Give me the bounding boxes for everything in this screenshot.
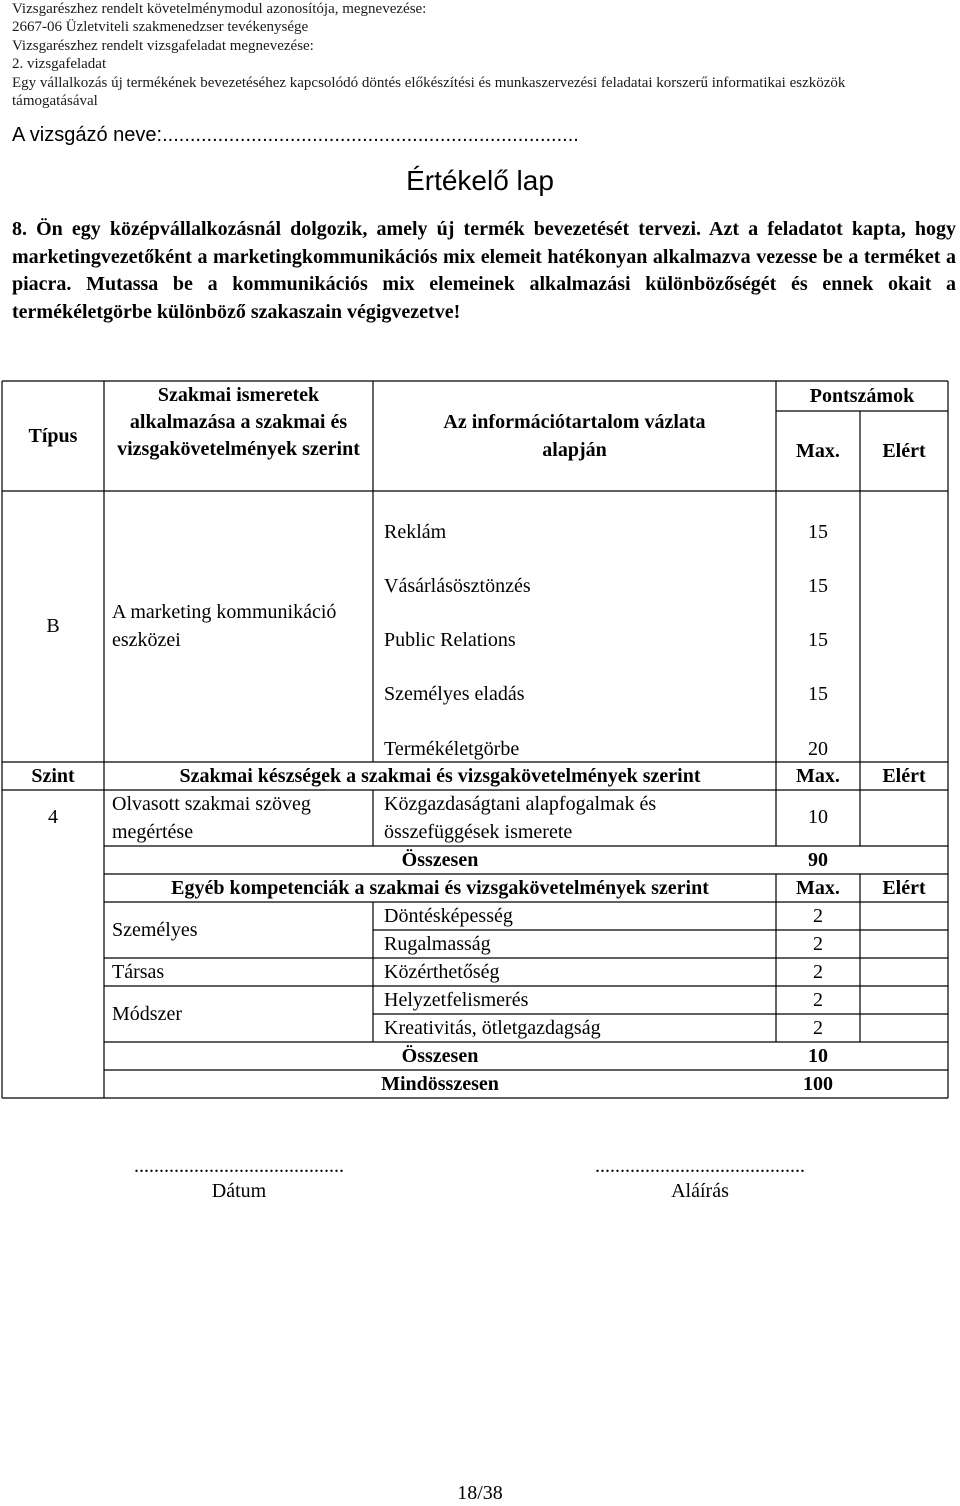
col-header-max: Max. — [796, 440, 840, 462]
competence-item: Döntésképesség — [384, 905, 513, 927]
document-header — [12, 0, 952, 110]
knowledge-item-label: Public Relations — [384, 629, 516, 651]
knowledge-item-label: Személyes eladás — [384, 683, 525, 705]
competence-max: 2 — [813, 905, 823, 927]
skill-level: 4 — [48, 806, 58, 828]
col-header-knowledge: Szakmai ismeretek alkalmazása a szakmai és vizsgakövetelmények szerint — [117, 384, 360, 460]
skills-achieved-header: Elért — [882, 765, 926, 787]
header-line-2: 2667-06 Üzletviteli szakmenedzser tevékenysége — [12, 19, 309, 36]
header-line-1: Vizsgarészhez rendelt követelménymodul azonosítója, megnevezése: — [12, 1, 427, 17]
competence-item: Kreativitás, ötletgazdagság — [384, 1017, 601, 1039]
skills-header: Szakmai készségek a szakmai és vizsgakövetelmények szerint — [179, 765, 701, 787]
grand-total-label: Mindösszesen — [381, 1073, 499, 1095]
competence-group: Társas — [112, 961, 165, 983]
header-line-5: Egy vállalkozás új termékének bevezetéséhez kapcsolódó döntés előkészítési és munkaszervezési feladatai korszerű informatikai eszközök — [12, 74, 846, 91]
date-line: .......................................... — [134, 1155, 344, 1177]
competence-max: 2 — [813, 1017, 823, 1039]
knowledge-item-label: Vásárlásösztönzés — [384, 575, 531, 597]
col-header-type: Típus — [28, 425, 78, 447]
knowledge-topic: A marketing kommunikáció eszközei — [112, 601, 337, 651]
competence-max: 2 — [813, 989, 823, 1011]
competences-max-header: Max. — [796, 877, 840, 899]
subtotal-label: Összesen — [401, 1045, 479, 1067]
subtotal-value: 90 — [808, 849, 828, 871]
competence-item: Rugalmasság — [384, 933, 491, 955]
header-line-4: 2. vizsgafeladat — [12, 56, 107, 73]
skill-points: 10 — [808, 806, 828, 828]
col-header-info: Az információtartalom vázlata alapján — [443, 411, 706, 461]
signature-line: .......................................... — [595, 1155, 805, 1177]
skill-content: Közgazdaságtani alapfogalmak és összefüggések ismerete — [384, 793, 657, 843]
knowledge-type: B — [46, 615, 60, 637]
grand-total-value: 100 — [803, 1073, 833, 1095]
knowledge-item-label: Reklám — [384, 521, 447, 543]
knowledge-item-max: 15 — [808, 629, 828, 651]
competences-header: Egyéb kompetenciák a szakmai és vizsgakövetelmények szerint — [171, 877, 709, 899]
competence-item: Helyzetfelismerés — [384, 989, 529, 1011]
skills-max-header: Max. — [796, 765, 840, 787]
knowledge-item-max: 15 — [808, 683, 828, 705]
page-number: 18/38 — [457, 1482, 503, 1504]
col-header-points: Pontszámok — [809, 385, 915, 407]
subtotal-label: Összesen — [401, 849, 479, 871]
col-header-achieved: Elért — [882, 440, 926, 462]
competence-max: 2 — [813, 961, 823, 983]
competence-group: Személyes — [112, 919, 198, 941]
subtotal-value: 10 — [808, 1045, 828, 1067]
page-title: Értékelő lap — [406, 165, 554, 196]
signature-label: Aláírás — [671, 1180, 729, 1202]
competences-achieved-header: Elért — [882, 877, 926, 899]
knowledge-item-max: 15 — [808, 575, 828, 597]
header-line-3: Vizsgarészhez rendelt vizsgafeladat megnevezése: — [12, 37, 314, 54]
candidate-name-line: A vizsgázó neve:........................................................................... — [12, 124, 579, 146]
task-description: 8. Ön egy középvállalkozásnál dolgozik, amely új termék bevezetését tervezi. Azt a feladatot kapta, hogy marketingvezetőként a marketingkommunikációs mix elemeit hatékonyan alkalmazva vezesse be a terméket a piacra. Mutassa be a kommunikációs mix elemeinek alkalmazási különbözőségét és ennek okait a termékéletgörbe különböző szakaszain végigvezetve! — [12, 218, 956, 323]
skill-name: Olvasott szakmai szöveg megértése — [112, 793, 311, 843]
date-label: Dátum — [211, 1180, 267, 1202]
knowledge-item-label: Termékéletgörbe — [384, 738, 520, 760]
competence-max: 2 — [813, 933, 823, 955]
competence-item: Közérthetőség — [384, 961, 500, 983]
knowledge-item-max: 20 — [808, 738, 828, 760]
competence-group: Módszer — [112, 1003, 182, 1025]
header-line-6: támogatásával — [12, 93, 98, 110]
knowledge-item-max: 15 — [808, 521, 828, 543]
skills-level-header: Szint — [31, 765, 75, 787]
